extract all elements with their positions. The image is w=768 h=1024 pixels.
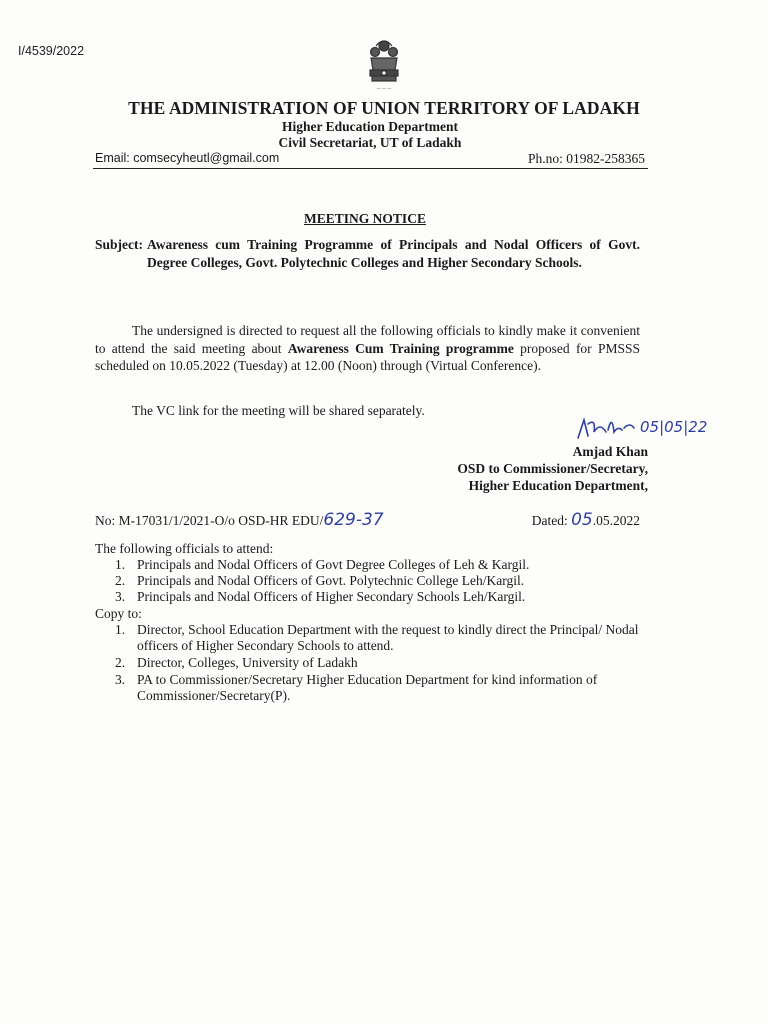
order-date bbox=[532, 510, 640, 530]
list-text: PA to Commissioner/Secretary Higher Education Department for kind information of Commissioner/Secretary(P). bbox=[137, 672, 598, 703]
attendees-heading: The following officials to attend: bbox=[95, 541, 274, 556]
dated-suffix: .05.2022 bbox=[592, 513, 640, 528]
list-item bbox=[95, 622, 655, 654]
subject-block bbox=[95, 236, 640, 271]
notice-title: MEETING NOTICE bbox=[304, 211, 426, 226]
signatory-designation: OSD to Commissioner/Secretary, bbox=[457, 461, 648, 476]
list-number: 1. bbox=[115, 622, 126, 637]
contact-row bbox=[95, 151, 645, 167]
svg-text:05|05|22: 05|05|22 bbox=[640, 418, 708, 436]
phone-text: Ph.no: 01982-258365 bbox=[527, 151, 645, 166]
signatory-department: Higher Education Department, bbox=[468, 478, 648, 493]
list-number: 3. bbox=[115, 672, 126, 687]
body-emphasis: Awareness Cum Training programme bbox=[287, 340, 514, 356]
list-text: Principals and Nodal Officers of Govt. Polytechnic College Leh/Kargil. bbox=[137, 573, 525, 588]
header-divider bbox=[93, 168, 648, 169]
body-paragraph-2: The VC link for the meeting will be shared separately. bbox=[132, 403, 425, 418]
dated-prefix: Dated: bbox=[531, 513, 572, 528]
email-text: Email: comsecyheutl@gmail.com bbox=[95, 151, 280, 165]
copy-to-heading: Copy to: bbox=[95, 606, 142, 621]
dated-handwritten: 05 bbox=[571, 510, 593, 530]
subject-text: Awareness cum Training Programme of Principals and Nodal Officers of Govt. Degree Colleges, Govt. Polytechnic Colleges and Higher Secondary Schools. bbox=[147, 237, 640, 270]
list-item bbox=[95, 557, 655, 573]
order-number bbox=[95, 510, 384, 530]
list-item bbox=[95, 655, 655, 671]
signatory-name: Amjad Khan bbox=[572, 444, 648, 459]
copy-to-list bbox=[95, 622, 655, 705]
list-number: 2. bbox=[115, 655, 126, 670]
list-text: Principals and Nodal Officers of Govt Degree Colleges of Leh & Kargil. bbox=[137, 557, 530, 572]
attendees-list bbox=[95, 557, 655, 605]
order-number-handwritten: 629-37 bbox=[323, 510, 384, 530]
list-text: Director, Colleges, University of Ladakh bbox=[137, 655, 358, 670]
list-number: 3. bbox=[115, 589, 126, 604]
reference-id: I/4539/2022 bbox=[18, 44, 85, 58]
list-item bbox=[95, 672, 655, 704]
list-text: Principals and Nodal Officers of Higher Secondary Schools Leh/Kargil. bbox=[137, 589, 526, 604]
body-paragraph-1 bbox=[95, 322, 640, 375]
list-text: Director, School Education Department with the request to kindly direct the Principal/ Nodal officers of Higher Secondary Schools to attend. bbox=[137, 622, 639, 653]
order-row bbox=[95, 510, 640, 530]
subject-label: Subject: bbox=[95, 237, 143, 252]
order-number-prefix: No: M-17031/1/2021-O/o OSD-HR EDU/ bbox=[95, 513, 324, 528]
department-name: Higher Education Department bbox=[282, 119, 458, 134]
svg-text:— — —: — — — bbox=[376, 86, 392, 91]
signatory-block bbox=[457, 443, 648, 494]
list-item bbox=[95, 589, 655, 605]
national-emblem-icon bbox=[362, 32, 406, 94]
list-item bbox=[95, 573, 655, 589]
list-number: 1. bbox=[115, 557, 126, 572]
administration-title: THE ADMINISTRATION OF UNION TERRITORY OF LADAKH bbox=[128, 98, 640, 118]
body-text: proposed for PMSSS scheduled on 10.05.2022 (Tuesday) at 12.00 (Noon) through (Virtual Conference). bbox=[95, 340, 640, 373]
body-text: The undersigned is directed to request all the following officials to kindly make it convenient to attend the said meeting about bbox=[95, 323, 640, 356]
department-address: Civil Secretariat, UT of Ladakh bbox=[278, 135, 462, 150]
list-number: 2. bbox=[115, 573, 126, 588]
